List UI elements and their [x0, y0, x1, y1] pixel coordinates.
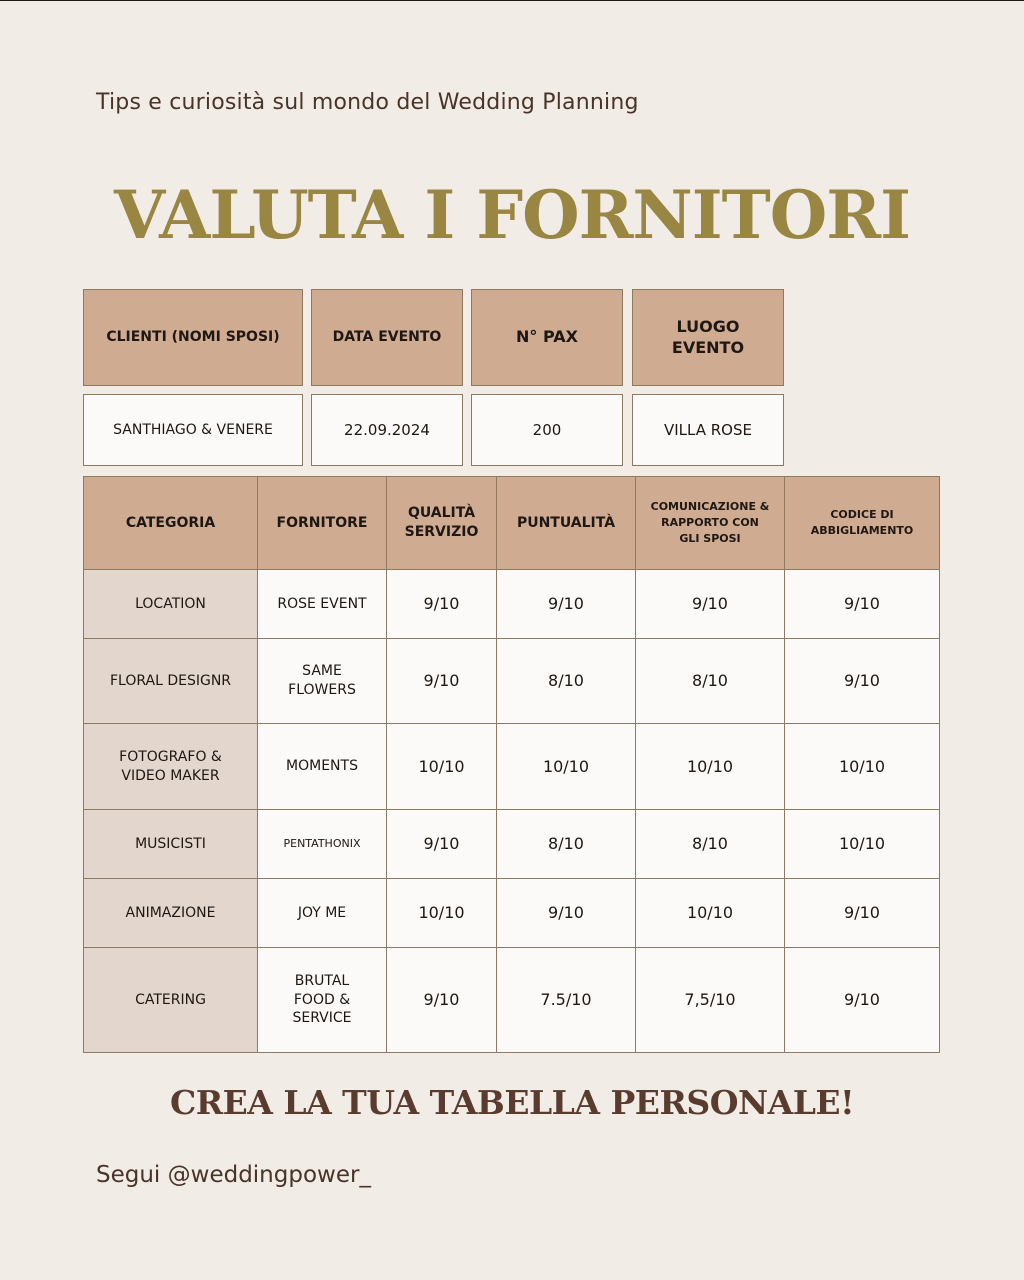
table-row [84, 639, 940, 724]
follow-handle: Segui @weddingpower_ [96, 1162, 371, 1188]
top-border-line [0, 0, 1024, 1]
communication-score-cell: 9/10 [636, 570, 785, 639]
column-header-service-quality: QUALITÀ SERVIZIO [387, 477, 497, 570]
pax-value-box [471, 394, 623, 466]
dress-code-score-cell: 10/10 [785, 810, 940, 879]
category-cell: MUSICISTI [84, 810, 258, 879]
clients-header [83, 289, 303, 386]
supplier-cell: PENTATHONIX [258, 810, 387, 879]
communication-score-cell: 8/10 [636, 810, 785, 879]
call-to-action-heading: CREA LA TUA TABELLA PERSONALE! [169, 1083, 855, 1122]
punctuality-score-cell: 7.5/10 [497, 948, 636, 1053]
page-title: VALUTA I FORNITORI [114, 176, 910, 254]
communication-score-cell: 8/10 [636, 639, 785, 724]
pax-value: 200 [532, 421, 562, 439]
dress-code-score-cell: 9/10 [785, 570, 940, 639]
clients-value-box [83, 394, 303, 466]
punctuality-score-cell: 10/10 [497, 724, 636, 810]
category-cell: LOCATION [84, 570, 258, 639]
quality-score-cell: 9/10 [387, 948, 497, 1053]
supplier-cell: BRUTAL FOOD & SERVICE [258, 948, 387, 1053]
communication-score-cell: 10/10 [636, 724, 785, 810]
venue-value-box [632, 394, 784, 466]
category-cell: FOTOGRAFO & VIDEO MAKER [84, 724, 258, 810]
supplier-cell: JOY ME [258, 879, 387, 948]
quality-score-cell: 9/10 [387, 570, 497, 639]
table-row [84, 724, 940, 810]
dress-code-score-cell: 9/10 [785, 948, 940, 1053]
supplier-cell: ROSE EVENT [258, 570, 387, 639]
clients-value: SANTHIAGO & VENERE [113, 422, 273, 438]
date-value: 22.09.2024 [344, 421, 430, 439]
category-cell: FLORAL DESIGNR [84, 639, 258, 724]
column-header-dress-code: CODICE DI ABBIGLIAMENTO [785, 477, 940, 570]
category-cell: ANIMAZIONE [84, 879, 258, 948]
quality-score-cell: 9/10 [387, 639, 497, 724]
supplier-ratings-table [83, 476, 940, 1053]
clients-header-label: CLIENTI (NOMI SPOSI) [106, 329, 280, 346]
date-header [311, 289, 463, 386]
column-header-category: CATEGORIA [84, 477, 258, 570]
quality-score-cell: 10/10 [387, 879, 497, 948]
venue-header-label: LUOGO EVENTO [671, 316, 745, 357]
venue-value: VILLA ROSE [663, 421, 752, 439]
table-header-row [84, 477, 940, 570]
pax-header-label: N° PAX [516, 327, 578, 347]
table-row [84, 948, 940, 1053]
punctuality-score-cell: 8/10 [497, 810, 636, 879]
punctuality-score-cell: 9/10 [497, 879, 636, 948]
pax-header [471, 289, 623, 386]
quality-score-cell: 9/10 [387, 810, 497, 879]
tagline: Tips e curiosità sul mondo del Wedding Planning [96, 90, 639, 115]
dress-code-score-cell: 10/10 [785, 724, 940, 810]
communication-score-cell: 10/10 [636, 879, 785, 948]
supplier-cell: SAME FLOWERS [258, 639, 387, 724]
quality-score-cell: 10/10 [387, 724, 497, 810]
punctuality-score-cell: 9/10 [497, 570, 636, 639]
dress-code-score-cell: 9/10 [785, 879, 940, 948]
punctuality-score-cell: 8/10 [497, 639, 636, 724]
table-row [84, 570, 940, 639]
venue-header [632, 289, 784, 386]
supplier-cell: MOMENTS [258, 724, 387, 810]
column-header-communication: COMUNICAZIONE & RAPPORTO CON GLI SPOSI [636, 477, 785, 570]
communication-score-cell: 7,5/10 [636, 948, 785, 1053]
dress-code-score-cell: 9/10 [785, 639, 940, 724]
table-row [84, 879, 940, 948]
column-header-punctuality: PUNTUALITÀ [497, 477, 636, 570]
date-header-label: DATA EVENTO [332, 329, 442, 346]
date-value-box [311, 394, 463, 466]
column-header-supplier: FORNITORE [258, 477, 387, 570]
table-row [84, 810, 940, 879]
category-cell: CATERING [84, 948, 258, 1053]
